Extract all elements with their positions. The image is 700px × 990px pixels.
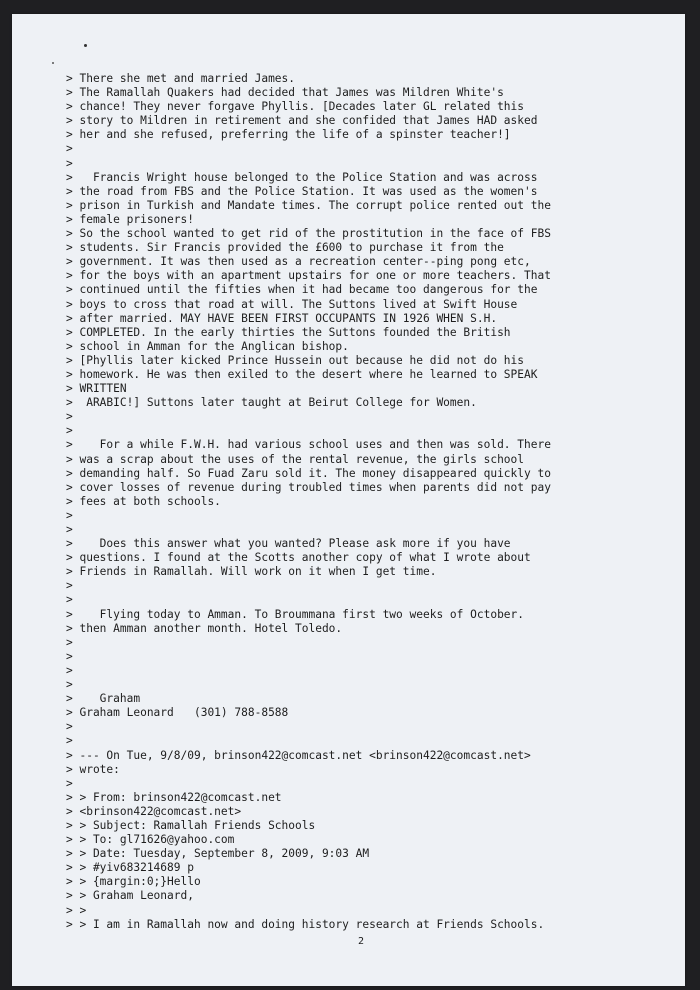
email-line: > > Graham Leonard, [66,889,194,903]
document-page [12,14,685,986]
email-line: > [66,156,73,170]
email-line: > > [66,903,87,917]
email-line: > ARABIC!] Suttons later taught at Beirut College for Women. [66,396,477,410]
email-line: > <brinson422@comcast.net> [66,804,242,818]
email-body [66,72,551,932]
email-line: > questions. I found at the Scotts another copy of what I wrote about [66,551,531,565]
email-line: > > I am in Ramallah now and doing history research at Friends Schools. [66,917,545,931]
email-line: > [66,523,73,536]
email-line: > was a scrap about the uses of the rental revenue, the girls school [66,452,525,466]
page-number: 2 [358,936,365,947]
email-line: > [66,663,73,677]
email-line: > after married. MAY HAVE BEEN FIRST OCCUPANTS IN 1926 WHEN S.H. [66,311,498,325]
email-line: > [66,776,73,790]
email-line: > So the school wanted to get rid of the prostitution in the face of FBS [66,227,551,241]
email-line: > WRITTEN [66,382,127,396]
email-line: > The Ramallah Quakers had decided that James was Mildren White's [66,86,504,100]
email-line: > > To: gl71626@yahoo.com [66,833,235,847]
email-line: > > #yiv683214689 p [66,861,194,875]
email-line: > prison in Turkish and Mandate times. The corrupt police rented out the [66,198,551,212]
email-line: > Graham Leonard (301) 788-8588 [66,706,289,720]
email-line: > There she met and married James. [66,72,296,85]
email-line: > COMPLETED. In the early thirties the Suttons founded the British [66,325,511,339]
email-line: > fees at both schools. [66,494,221,508]
email-line: > Does this answer what you wanted? Please ask more if you have [66,537,511,551]
email-line: > [66,678,73,692]
email-line: > then Amman another month. Hotel Toledo. [66,621,343,635]
email-line: > Francis Wright house belonged to the Police Station and was across [66,170,538,184]
email-line: > Graham [66,692,141,706]
email-line: > continued until the fifties when it had became too dangerous for the [66,283,538,297]
email-line: > > Subject: Ramallah Friends Schools [66,818,316,832]
email-line: > [66,593,73,607]
scan-speck [84,44,87,47]
email-line: > chance! They never forgave Phyllis. [Decades later GL related this [66,100,525,114]
email-line: > Friends in Ramallah. Will work on it when I get time. [66,565,437,579]
email-line: > > Date: Tuesday, September 8, 2009, 9:03 AM [66,847,370,861]
email-line: > [66,142,73,156]
email-line: > [66,649,73,663]
email-line: > [66,720,73,734]
email-line: > [66,508,73,522]
email-line: > [66,424,73,438]
email-line: > wrote: [66,762,120,776]
email-line: > [66,635,73,649]
email-line: > the road from FBS and the Police Station. It was used as the women's [66,184,538,198]
email-line: > > From: brinson422@comcast.net [66,790,282,804]
email-line: > government. It was then used as a recreation center--ping pong etc, [66,255,531,269]
email-line: > --- On Tue, 9/8/09, brinson422@comcast.net <brinson422@comcast.net> [66,748,531,762]
scan-speck [52,62,54,64]
email-line: > [66,734,73,748]
email-line: > [Phyllis later kicked Prince Hussein out because he did not do his [66,353,525,367]
email-line: > her and she refused, preferring the life of a spinster teacher!] [66,128,511,142]
email-line: > For a while F.W.H. had various school uses and then was sold. There [66,438,551,452]
email-line: > cover losses of revenue during troubled times when parents did not pay [66,480,551,494]
email-line: > boys to cross that road at will. The Suttons lived at Swift House [66,297,518,311]
email-line: > demanding half. So Fuad Zaru sold it. The money disappeared quickly to [66,466,551,480]
email-line: > > {margin:0;}Hello [66,875,201,889]
email-line: > [66,410,73,424]
email-line: > school in Amman for the Anglican bishop. [66,339,349,353]
email-line: > for the boys with an apartment upstairs for one or more teachers. That [66,269,551,283]
email-line: > students. Sir Francis provided the £600 to purchase it from the [66,241,504,255]
email-line: > story to Mildren in retirement and she confided that James HAD asked [66,114,538,128]
email-line: > female prisoners! [66,212,194,226]
email-line: > homework. He was then exiled to the desert where he learned to SPEAK [66,367,538,381]
email-line: > [66,579,73,593]
email-line: > Flying today to Amman. To Broummana first two weeks of October. [66,607,525,621]
